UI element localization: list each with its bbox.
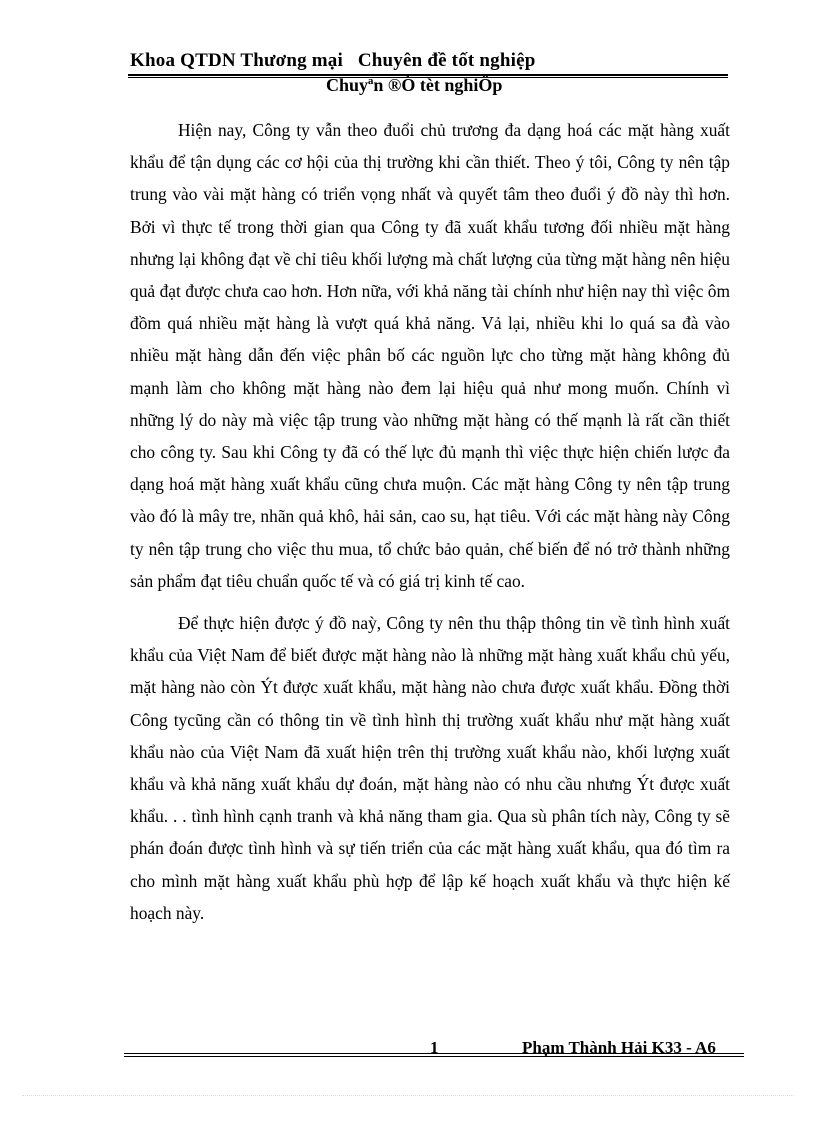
- page-bottom-dotted-border: [22, 1095, 794, 1096]
- paragraph-2: Để thực hiện được ý đồ naỳ, Công ty nên thu thập thông tin về tình hình xuất khẩu của Việt Nam để biết được mặt hàng nào là những mặt hàng xuất khẩu chủ yếu, mặt hàng nào còn Ýt được xuất khẩu, mặt hàng nào chưa được xuất khẩu. Đồng thời Công tycũng cần có thông tin về tình hình thị trường xuất khẩu như mặt hàng xuất khẩu nào của Việt Nam đã xuất hiện trên thị trường xuất khẩu nào, khối lượng xuất khẩu và khả năng xuất khẩu dự đoán, mặt hàng nào có nhu cầu nhưng Ýt được xuất khẩu. . . tình hình cạnh tranh và khả năng tham gia. Qua sù phân tích này, Công ty sẽ phán đoán được tình hình và sự tiến triển của các mặt hàng xuất khẩu, qua đó tìm ra cho mình mặt hàng xuất khẩu phù hợp để lập kế hoạch xuất khẩu và thực hiện kế hoạch này.: [130, 613, 730, 923]
- header-subtitle: Chuyªn ®Ò tèt nghiÖp: [326, 75, 503, 95]
- page-number: 1: [430, 1038, 439, 1057]
- document-body: [130, 114, 730, 929]
- paragraph-1: Hiện nay, Công ty vẫn theo đuổi chủ trương đa dạng hoá các mặt hàng xuất khẩu để tận dụng các cơ hội của thị trường khi cần thiết. Theo ý tôi, Công ty nên tập trung vào vài mặt hàng có triển vọng nhất và quyết tâm theo đuổi ý đồ này thì hơn. Bởi vì thực tế trong thời gian qua Công ty đã xuất khẩu tương đối nhiều mặt hàng nhưng lại không đạt về chỉ tiêu khối lượng mà chất lượng của từng mặt hàng nên hiệu quả đạt được chưa cao hơn. Hơn nữa, với khả năng tài chính như hiện nay thì việc ôm đồm quá nhiều mặt hàng là vượt quá khả năng. Vả lại, nhiều khi lo quá sa đà vào nhiều mặt hàng dẫn đến việc phân bố các nguồn lực cho từng mặt hàng không đủ mạnh làm cho không mặt hàng nào đem lại hiệu quả như mong muốn. Chính vì những lý do này mà việc tập trung vào những mặt hàng có thế mạnh là rất cần thiết cho công ty. Sau khi Công ty đã có thế lực đủ mạnh thì việc thực hiện chiến lược đa dạng hoá mặt hàng xuất khẩu cũng chưa muộn. Các mặt hàng Công ty nên tập trung vào đó là mây tre, nhãn quả khô, hải sản, cao su, hạt tiêu. Với các mặt hàng này Công ty nên tập trung cho việc thu mua, tổ chức bảo quản, chế biến để nó trở thành những sản phẩm đạt tiêu chuẩn quốc tế và có giá trị kinh tế cao.: [130, 120, 730, 591]
- footer-author: Phạm Thành Hải K33 - A6: [522, 1038, 716, 1057]
- header-title: Khoa QTDN Thương mại Chuyên đề tốt nghiệp: [130, 50, 536, 71]
